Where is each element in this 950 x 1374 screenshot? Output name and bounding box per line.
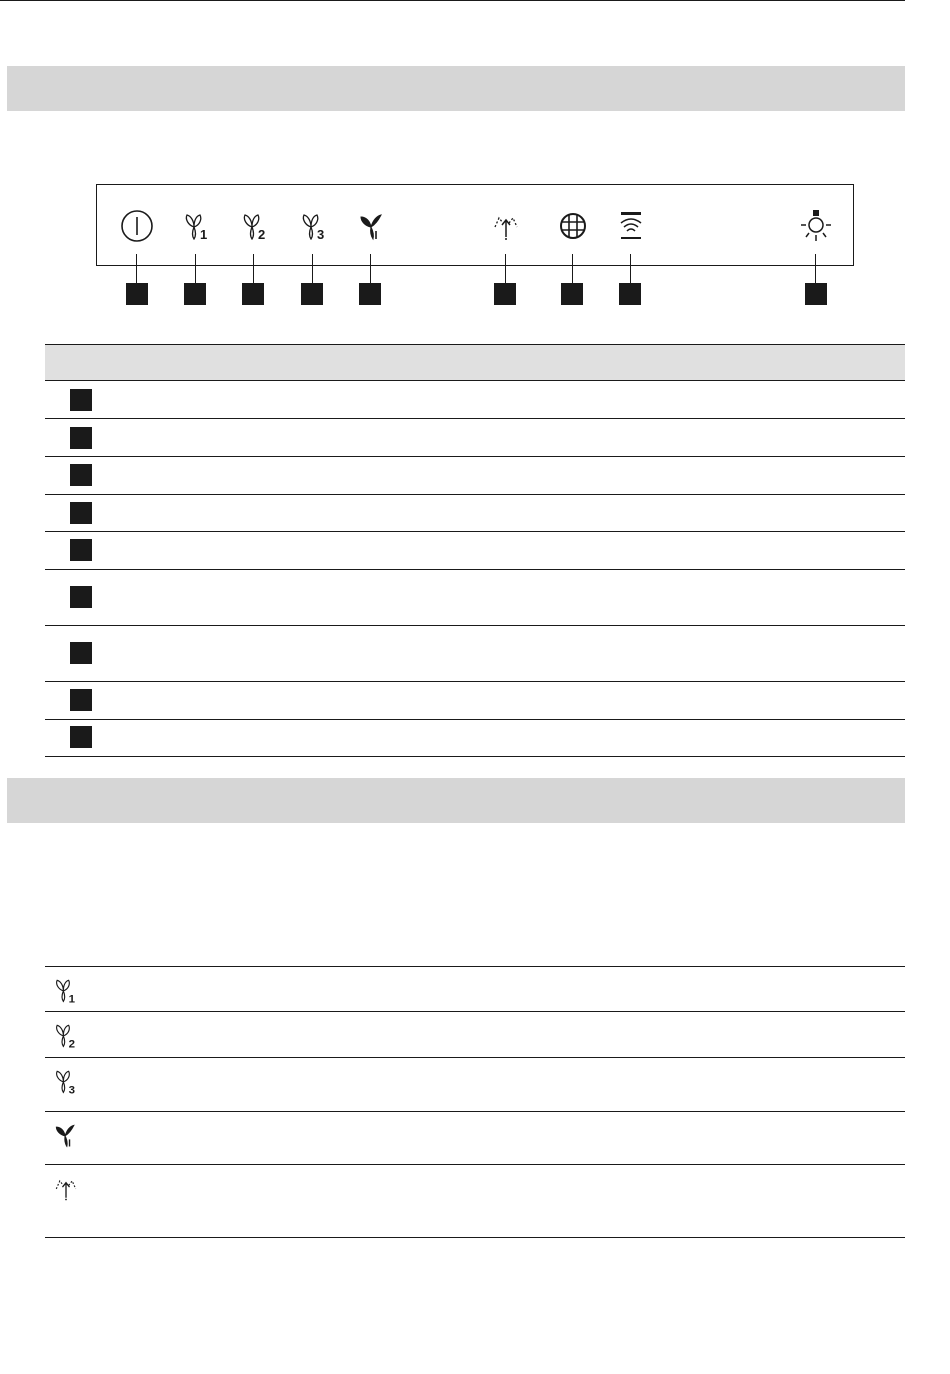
fan-speed-1-icon	[51, 975, 81, 1005]
fan-level-label: 3	[317, 227, 325, 242]
icon-table-row	[45, 1112, 905, 1165]
callout-leader	[253, 254, 254, 283]
callout-marker	[70, 586, 92, 608]
callout-leader	[572, 254, 573, 283]
hob2hood-wireless-icon[interactable]	[614, 209, 648, 243]
callout-marker	[126, 283, 148, 305]
icon-table-row	[45, 967, 905, 1012]
fan-level-label: 3	[68, 1084, 76, 1096]
callout-leader	[815, 254, 816, 283]
callout-marker	[805, 283, 827, 305]
light-icon[interactable]	[799, 209, 833, 243]
callout-leader	[136, 254, 137, 283]
top-rule	[0, 0, 905, 1]
fan-speed-1-icon[interactable]	[180, 209, 214, 243]
fan-speed-2-icon[interactable]	[238, 209, 272, 243]
callout-leader	[312, 254, 313, 283]
callout-marker	[184, 283, 206, 305]
callout-marker	[70, 502, 92, 524]
callout-marker	[70, 689, 92, 711]
fan-speed-3-icon[interactable]	[297, 209, 331, 243]
power-icon[interactable]	[120, 209, 154, 243]
callout-marker	[70, 427, 92, 449]
callout-leader	[195, 254, 196, 283]
legend-row	[45, 626, 905, 682]
callout-marker	[242, 283, 264, 305]
callout-marker	[301, 283, 323, 305]
legend-row	[45, 682, 905, 720]
legend-row	[45, 419, 905, 457]
callout-marker	[359, 283, 381, 305]
icon-table-row	[45, 1058, 905, 1112]
fan-level-label: 2	[68, 1038, 76, 1050]
callout-leader	[370, 254, 371, 283]
filter-grid-icon[interactable]	[556, 209, 590, 243]
fan-boost-icon	[51, 1120, 81, 1150]
callout-leader	[630, 254, 631, 283]
callout-marker	[619, 283, 641, 305]
callout-marker	[561, 283, 583, 305]
icon-table-row	[45, 1165, 905, 1238]
fan-boost-icon[interactable]	[355, 209, 389, 243]
callout-marker	[70, 389, 92, 411]
icon-table-row	[45, 1012, 905, 1058]
fan-speed-3-icon	[51, 1066, 81, 1096]
legend-row	[45, 570, 905, 626]
fan-speed-2-icon	[51, 1020, 81, 1050]
section-header-band	[7, 778, 905, 823]
legend-row	[45, 720, 905, 757]
callout-leader	[505, 254, 506, 283]
breeze-icon	[51, 1173, 81, 1203]
control-panel	[96, 184, 854, 266]
legend-row	[45, 532, 905, 570]
fan-level-label: 1	[200, 227, 208, 242]
callout-marker	[494, 283, 516, 305]
legend-table-header	[45, 344, 905, 381]
callout-marker	[70, 464, 92, 486]
section-header-band	[7, 66, 905, 111]
callout-marker	[70, 642, 92, 664]
breeze-icon[interactable]	[489, 209, 523, 243]
fan-level-label: 1	[68, 993, 76, 1005]
legend-row	[45, 457, 905, 495]
legend-row	[45, 495, 905, 532]
fan-level-label: 2	[258, 227, 266, 242]
callout-marker	[70, 539, 92, 561]
callout-marker	[70, 726, 92, 748]
legend-row	[45, 381, 905, 419]
